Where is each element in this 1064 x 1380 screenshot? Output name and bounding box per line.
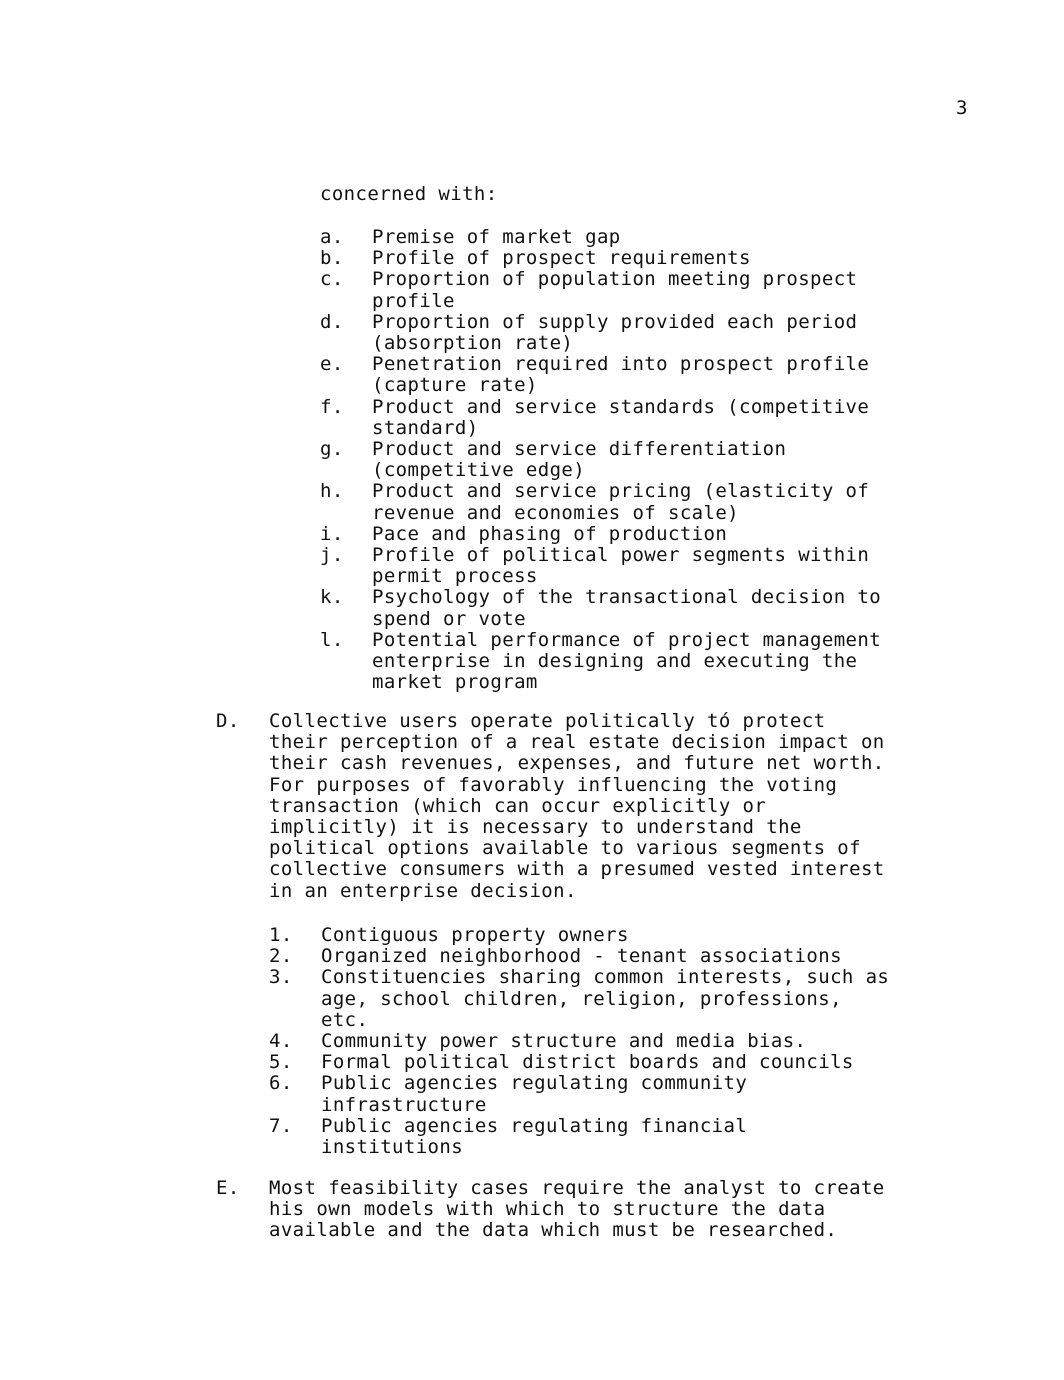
- list-item: [269, 1116, 959, 1158]
- item-marker: 1.: [269, 924, 293, 946]
- list-item: [320, 630, 960, 694]
- section-marker: D.: [216, 710, 240, 732]
- item-text: Formal political district boards and councils: [321, 1051, 854, 1074]
- list-item: [269, 1073, 959, 1115]
- list-item: [269, 1031, 959, 1052]
- item-text: Constituencies sharing common interests, such as age, school children, religion, professions, etc.: [321, 966, 890, 1031]
- item-text: Contiguous property owners: [321, 924, 629, 946]
- item-marker: 3.: [269, 966, 293, 989]
- item-marker: j.: [320, 544, 344, 567]
- item-text: Community power structure and media bias.: [321, 1030, 807, 1053]
- item-text: Potential performance of project management enterprise in designing and executing the market program: [372, 628, 882, 694]
- lettered-list: [320, 227, 960, 693]
- item-marker: h.: [320, 480, 344, 503]
- item-text: Product and service differentiation (competitive edge): [372, 438, 787, 482]
- list-item: [320, 524, 960, 545]
- item-text: Proportion of supply provided each period (absorption rate): [372, 310, 858, 355]
- item-marker: i.: [320, 522, 344, 545]
- item-text: Penetration required into prospect profile (capture rate): [372, 353, 870, 397]
- section-paragraph: Collective users operate politically tó protect their perception of a real estate decision impact on their cash revenues, expenses, and future net worth. For purposes of favorably influencing the voting transaction (which can occur explicitly or implicitly) it is necessary to understand the political options available to various segments of collective consumers with a presumed vested interest in an enterprise decision.: [269, 710, 885, 902]
- item-text: Product and service standards (competitive standard): [372, 395, 870, 439]
- section-e: [216, 1178, 956, 1242]
- item-marker: 2.: [269, 945, 293, 968]
- list-item: [269, 925, 959, 946]
- list-item: [320, 354, 960, 396]
- page-number: 3: [956, 97, 968, 119]
- list-item: [320, 248, 960, 269]
- item-marker: e.: [320, 353, 344, 376]
- list-item: [320, 439, 960, 481]
- list-item: [320, 397, 960, 439]
- item-marker: 6.: [269, 1072, 293, 1095]
- list-item: [320, 269, 960, 311]
- item-marker: k.: [320, 586, 344, 609]
- list-item: [320, 312, 960, 354]
- section-d: [216, 711, 956, 902]
- list-item: [269, 967, 959, 1031]
- item-marker: f.: [320, 395, 344, 418]
- item-marker: l.: [320, 628, 344, 651]
- section-marker: E.: [216, 1177, 240, 1199]
- numbered-list: [269, 925, 959, 1158]
- item-marker: d.: [320, 310, 344, 333]
- list-item: [320, 227, 960, 248]
- item-text: Organized neighborhood - tenant associations: [321, 945, 842, 968]
- list-item: [320, 587, 960, 629]
- list-item: [320, 545, 960, 587]
- item-text: Psychology of the transactional decision to spend or vote: [372, 586, 882, 630]
- item-text: Proportion of population meeting prospect profile: [372, 268, 858, 312]
- item-text: Premise of market gap: [372, 226, 621, 248]
- section-paragraph: Most feasibility cases require the analyst to create his own models with which to structure the data available and the data which must be researched.: [269, 1177, 885, 1242]
- item-marker: a.: [320, 226, 344, 248]
- list-item: [320, 481, 960, 523]
- item-text: Pace and phasing of production: [372, 522, 728, 545]
- item-marker: c.: [320, 268, 344, 291]
- item-marker: 5.: [269, 1051, 293, 1074]
- item-marker: g.: [320, 438, 344, 461]
- list-item: [269, 946, 959, 967]
- item-marker: 4.: [269, 1030, 293, 1053]
- item-marker: 7.: [269, 1114, 293, 1137]
- item-marker: b.: [320, 247, 344, 270]
- item-text: Public agencies regulating community infrastructure: [321, 1072, 748, 1116]
- item-text: Profile of prospect requirements: [372, 247, 751, 270]
- intro-line: concerned with:: [320, 183, 498, 205]
- item-text: Public agencies regulating financial institutions: [321, 1114, 748, 1159]
- item-text: Product and service pricing (elasticity of revenue and economies of scale): [372, 480, 870, 524]
- item-text: Profile of political power segments within permit process: [372, 544, 870, 588]
- list-item: [269, 1052, 959, 1073]
